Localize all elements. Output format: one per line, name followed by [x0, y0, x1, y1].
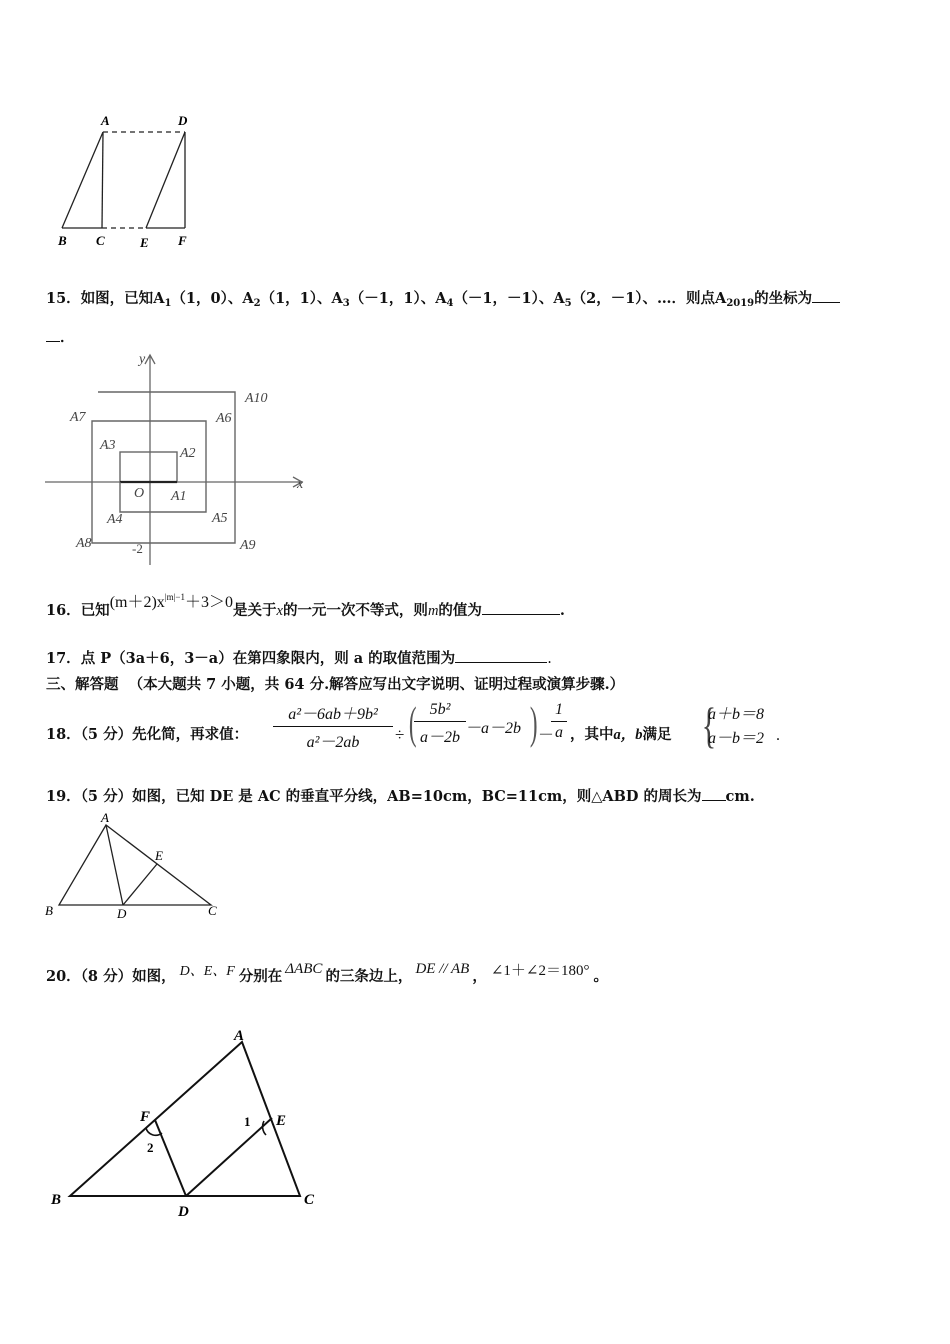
q18-bracket-left: ( [408, 697, 417, 748]
q18-divide: ÷ [395, 725, 405, 744]
q15-point-1: $A_1(1$，0） [153, 290, 228, 309]
q20-points: D、E、F [179, 964, 235, 979]
q18-condition: ，其中a，b满足 [570, 726, 672, 743]
question-15: 15．如图，已知$A_1(1$，0）、$A_2(1$，1）、$A_3(-1$，1）、$A_4(-1$，－1）、$A_5(2$，－1）、…．则点$A_{2019}$的坐标为 [46, 287, 840, 309]
label-B: B [58, 233, 67, 248]
label-C: C [96, 233, 105, 248]
q15-line2: ． [46, 326, 75, 347]
label-D: D [117, 906, 127, 921]
label-A4: A4 [107, 512, 123, 527]
question-20: 20．（8 分）如图， D、E、F 分别在 ΔABC 的三条边上， DE // AB ， ∠1＋∠2＝180° 。 [46, 961, 608, 985]
question-16: 16．已知$(m+2)x^{|m|-1}+3>0$是关于x的一元一次不等式，则m的值为 . [46, 592, 565, 619]
label-F: F [178, 233, 187, 248]
q19-answer-blank[interactable] [702, 788, 726, 801]
section-3-note: （本大题共 7 小题，共 64 分.解答应写出文字说明、证明过程或演算步骤.） [128, 676, 625, 693]
q18-bracket-right: ) [529, 697, 538, 748]
label-origin: O [134, 486, 145, 501]
q15-answer-blank[interactable] [812, 290, 840, 303]
q18-mid-term: －a－2b [465, 720, 522, 737]
figure-parallelograms [50, 110, 210, 255]
q16-expression: $(m+2)x^{|m|-1}+3>0$ [109, 592, 233, 611]
q20-angle-sum: ∠1＋∠2＝180° [490, 963, 590, 979]
q17-answer-blank[interactable] [455, 650, 547, 663]
q15-number: 15． [46, 290, 81, 307]
label-D: D [178, 1204, 189, 1220]
label-C: C [304, 1192, 315, 1208]
label-A: A [101, 812, 109, 825]
label-D: D [178, 113, 188, 128]
q18-minus: － [538, 727, 555, 744]
label-C: C [208, 903, 217, 918]
label-x: x [297, 477, 304, 492]
label-A7: A7 [70, 410, 86, 425]
label-A: A [101, 113, 110, 128]
figure-triangle-parallel [45, 1025, 335, 1225]
label-angle-2: 2 [147, 1140, 154, 1155]
label-A8: A8 [76, 536, 92, 551]
q18-system: a＋b＝8 a－b＝2 [708, 706, 765, 747]
label-angle-1: 1 [244, 1114, 251, 1129]
q20-parallel: DE // AB [415, 961, 470, 977]
figure-triangle-abd [40, 812, 230, 924]
label-E: E [140, 235, 149, 250]
label-neg2: -2 [132, 541, 143, 556]
label-B: B [51, 1192, 62, 1208]
section-3-title: 三、解答题 [46, 676, 119, 693]
q15-point-2: $A_2(1$，1） [242, 290, 318, 309]
label-A: A [234, 1028, 245, 1044]
section-3-heading [46, 673, 624, 694]
q16-answer-blank[interactable] [482, 602, 560, 615]
q18-frac3: 1 a [551, 701, 567, 742]
label-B: B [45, 903, 53, 918]
label-A9: A9 [240, 538, 256, 553]
label-A5: A5 [212, 511, 228, 526]
label-y: y [139, 352, 146, 367]
q15-point-5: $A_5(2$，－1） [553, 290, 643, 309]
label-A10: A10 [245, 391, 268, 406]
q20-triangle: ΔABC [285, 961, 323, 977]
q18-system-brace: { [701, 697, 717, 753]
label-E: E [155, 848, 163, 863]
label-F: F [140, 1109, 151, 1125]
q18-frac1: a²－6ab＋9b² a²－2ab [273, 701, 393, 752]
q15-point-4: $A_4(-1$，－1） [435, 290, 539, 309]
label-A3: A3 [100, 438, 116, 453]
q15-point-3: $A_3(-1$，1） [331, 290, 421, 309]
question-17: 17．点 P（3a＋6，3－a）在第四象限内，则 a 的取值范围为 . [46, 650, 552, 667]
question-18: 18．（5 分）先化简，再求值： [46, 726, 249, 743]
label-A1: A1 [171, 489, 187, 504]
label-A6: A6 [216, 411, 232, 426]
label-E: E [276, 1113, 287, 1129]
q15-answer-blank-cont[interactable] [46, 329, 60, 342]
figure-coordinate-spiral [40, 345, 320, 565]
label-A2: A2 [180, 446, 196, 461]
question-19: 19．（5 分）如图，已知 DE 是 AC 的垂直平分线，AB=10cm，BC=11cm，则△ABD 的周长为 cm. [46, 788, 755, 805]
q18-frac2: 5b² a－2b [414, 701, 466, 747]
